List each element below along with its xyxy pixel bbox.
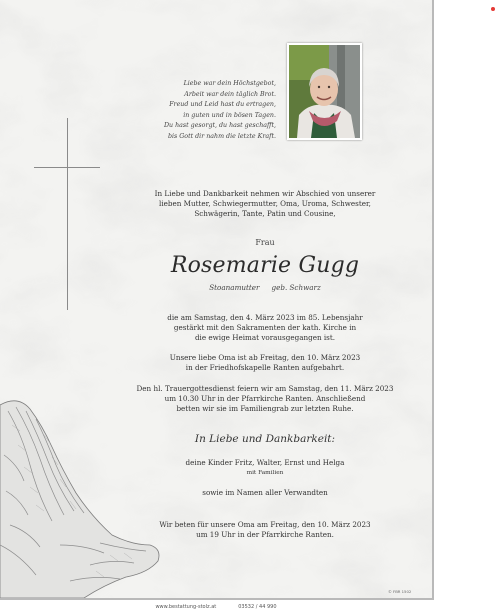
laying-out-notice	[130, 353, 400, 373]
death-notice-line: die ewige Heimat vorausgegangen ist.	[194, 333, 336, 343]
footer-website: www.bestattung-stolz.at	[155, 604, 217, 610]
poem-line: bis Gott dir nahm die letzte Kraft.	[167, 132, 276, 140]
poem-line: Du hast gesorgt, du hast geschafft,	[163, 122, 276, 129]
intro-line: Schwägerin, Tante, Patin und Cousine,	[194, 209, 336, 219]
death-notice	[130, 313, 400, 344]
poem-line: Liebe war dein Höchstgebot,	[183, 80, 276, 87]
cross-vertical	[67, 118, 68, 310]
red-dot-marker	[491, 7, 495, 11]
relatives: sowie im Namen aller Verwandten	[202, 488, 328, 497]
portrait-photo	[287, 43, 362, 140]
prayer-line: um 19 Uhr in der Pfarrkirche Ranten.	[196, 530, 334, 540]
title-prefix: Frau	[255, 238, 275, 247]
nickname: Stoanamutter	[209, 283, 260, 292]
footer-phone: 03532 / 44 990	[238, 604, 277, 610]
prayer-line: Wir beten für unsere Oma am Freitag, den 10. März 2023	[159, 520, 371, 529]
laying-out-line: Unsere liebe Oma ist ab Freitag, den 10. März 2023	[169, 353, 361, 362]
intro-text	[130, 189, 400, 220]
corner-mark: © FBR 1502	[388, 589, 412, 594]
name-details	[130, 283, 400, 292]
poem-line: Arbeit war dein täglich Brot.	[184, 90, 276, 98]
funeral-line: betten wir sie im Familiengrab zur letzten Ruhe.	[176, 404, 354, 414]
deceased-name: Rosemarie Gugg	[170, 253, 360, 278]
death-notice-line: die am Samstag, den 4. März 2023 im 85. Lebensjahr	[167, 313, 363, 322]
mourners-family: mit Familien	[246, 470, 284, 477]
praying-hands-illustration	[0, 395, 170, 598]
mourners-line: deine Kinder Fritz, Walter, Ernst und Helga	[185, 458, 345, 467]
portrait-image	[289, 45, 360, 138]
funeral-line: Den hl. Trauergottesdienst feiern wir am Samstag, den 11. März 2023	[136, 384, 394, 393]
maiden-name: geb. Schwarz	[271, 283, 321, 292]
intro-line: lieben Mutter, Schwiegermutter, Oma, Uroma, Schwester,	[159, 199, 371, 209]
laying-out-line: in der Friedhofskapelle Ranten aufgebahrt.	[185, 363, 345, 373]
mourners	[130, 458, 400, 478]
poem-line: in guten und in bösen Tagen.	[183, 111, 276, 119]
poem-line: Freud und Leid hast du ertragen,	[169, 101, 276, 108]
death-notice-line: gestärkt mit den Sakramenten der kath. Kirche in	[173, 323, 357, 333]
closing-heading: In Liebe und Dankbarkeit:	[194, 433, 336, 445]
funeral-line: um 10.30 Uhr in der Pfarrkirche Ranten. Anschließend	[164, 394, 366, 404]
footer	[0, 604, 432, 610]
poem	[126, 79, 276, 142]
funeral-notice	[130, 384, 400, 415]
prayer-notice	[130, 520, 400, 540]
intro-line: In Liebe und Dankbarkeit nehmen wir Abschied von unserer	[154, 189, 376, 198]
cross-horizontal	[34, 167, 100, 168]
